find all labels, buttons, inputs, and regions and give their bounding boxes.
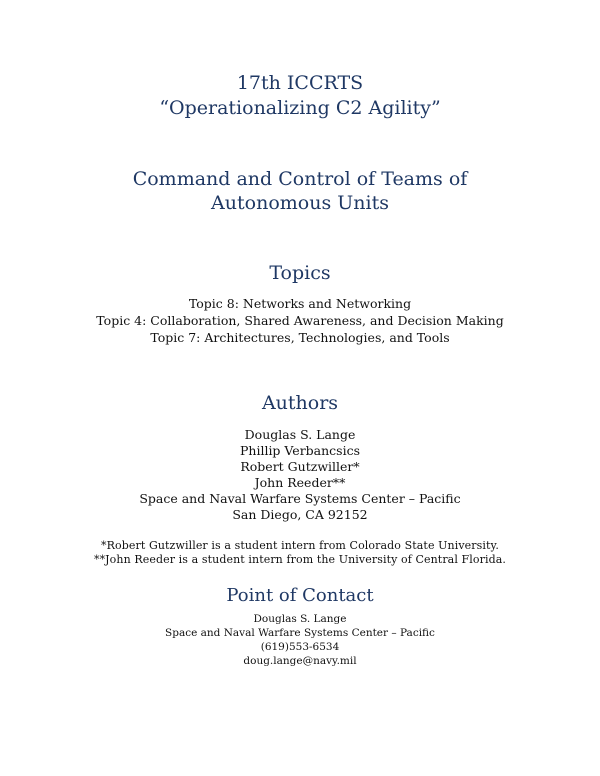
author-location: San Diego, CA 92152: [232, 507, 368, 522]
topic-item: Topic 8: Networks and Networking: [188, 296, 412, 311]
topic-item: Topic 7: Architectures, Technologies, and Tools: [150, 330, 450, 345]
conference-title: 17th ICCRTS: [236, 72, 364, 94]
authors-heading: Authors: [261, 392, 339, 414]
contact-email: doug.lange@navy.mil: [243, 655, 357, 667]
author-footnote: **John Reeder is a student intern from the University of Central Florida.: [93, 553, 507, 566]
topics-heading: Topics: [269, 262, 331, 284]
contact-organization: Space and Naval Warfare Systems Center – Pacific: [165, 627, 435, 639]
author-name: John Reeder**: [254, 475, 346, 490]
author-name: Douglas S. Lange: [244, 427, 356, 442]
author-name: Phillip Verbancsics: [239, 443, 360, 458]
author-name: Robert Gutzwiller*: [240, 459, 360, 474]
author-organization: Space and Naval Warfare Systems Center – Pacific: [139, 491, 461, 506]
author-footnote: *Robert Gutzwiller is a student intern from Colorado State University.: [101, 539, 499, 552]
topic-item: Topic 4: Collaboration, Shared Awareness, and Decision Making: [96, 313, 504, 328]
paper-title-line-1: Command and Control of Teams of: [132, 168, 468, 190]
contact-heading: Point of Contact: [226, 585, 374, 606]
conference-theme: “Operationalizing C2 Agility”: [159, 97, 441, 119]
contact-phone: (619)553-6534: [260, 641, 340, 653]
paper-title-line-2: Autonomous Units: [211, 192, 389, 214]
contact-name: Douglas S. Lange: [253, 613, 347, 625]
